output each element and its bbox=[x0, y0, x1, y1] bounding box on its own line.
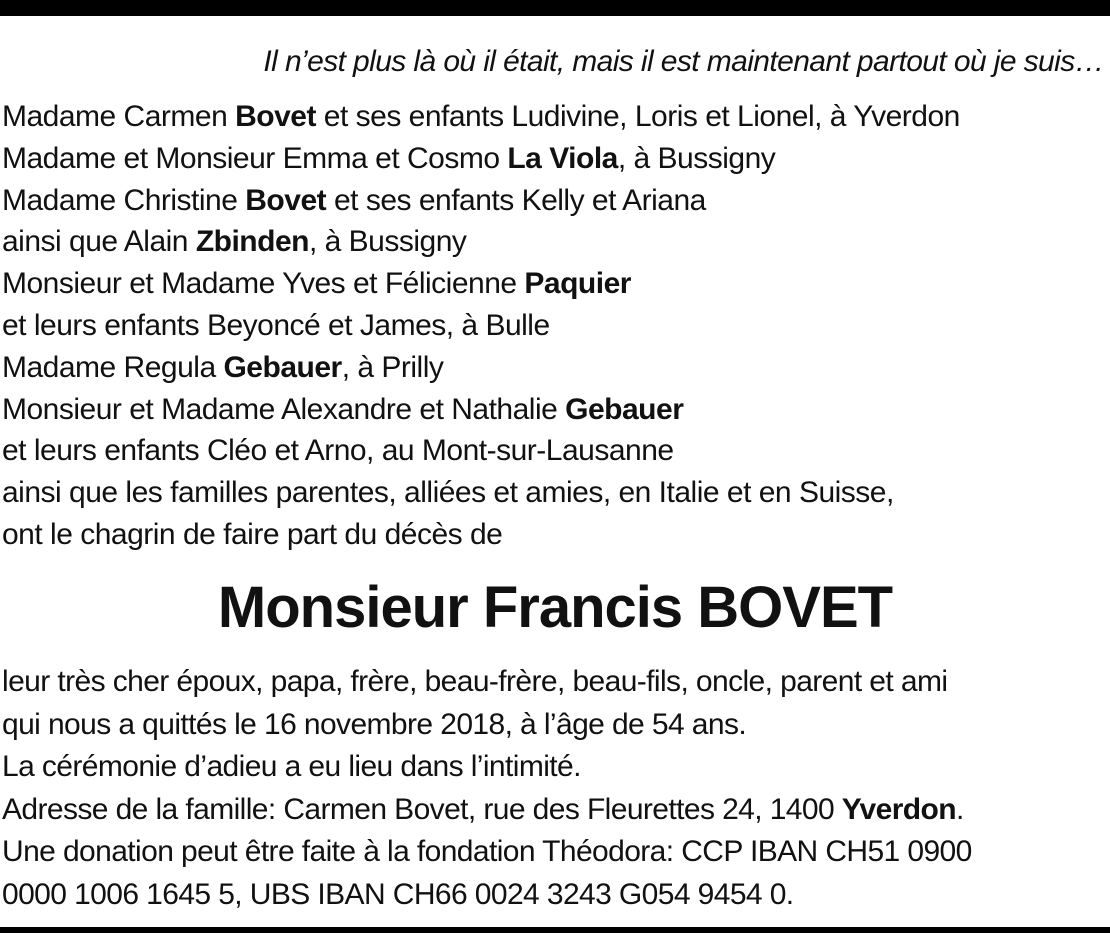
family-list bbox=[2, 96, 1108, 556]
details-line bbox=[2, 874, 1108, 917]
family-line-text: ont le chagrin de faire part du décès de bbox=[2, 517, 503, 551]
family-line-text: et leurs enfants Cléo et Arno, au Mont-sur-Lausanne bbox=[2, 434, 674, 468]
family-surname: Gebauer bbox=[565, 392, 684, 426]
family-surname: La Viola bbox=[507, 141, 618, 175]
family-line-text: Madame Carmen bbox=[2, 100, 236, 133]
family-line bbox=[2, 472, 1108, 514]
details-line-text: 0000 1006 1645 5, UBS IBAN CH66 0024 3243 G054 9454 0. bbox=[2, 877, 794, 911]
family-line bbox=[2, 347, 1108, 389]
details-line bbox=[2, 746, 1108, 789]
family-line-text: Madame Regula bbox=[2, 350, 224, 384]
family-line bbox=[2, 305, 1108, 347]
family-line-text: et ses enfants Ludivine, Loris et Lionel, à Yverdon bbox=[315, 100, 960, 133]
epigraph-quote: Il n’est plus là où il était, mais il est maintenant partout où je suis… bbox=[263, 45, 1104, 78]
family-line-text: ainsi que les familles parentes, alliées et amies, en Italie et en Suisse, bbox=[2, 476, 894, 510]
family-line-text: Madame et Monsieur Emma et Cosmo bbox=[2, 141, 508, 175]
details-line-text: leur très cher époux, papa, frère, beau-frère, beau-fils, oncle, parent et ami bbox=[2, 665, 948, 698]
details-line bbox=[2, 831, 1108, 874]
family-line-text: ainsi que Alain bbox=[2, 225, 196, 259]
family-line bbox=[2, 96, 1108, 138]
family-line bbox=[2, 430, 1108, 472]
family-line-text: , à Bussigny bbox=[308, 225, 467, 259]
details-line-text: La cérémonie d’adieu a eu lieu dans l’intimité. bbox=[2, 750, 581, 784]
family-line-text: et ses enfants Kelly et Ariana bbox=[326, 183, 706, 217]
family-line bbox=[2, 180, 1108, 222]
family-line bbox=[2, 138, 1108, 180]
family-line-text: Monsieur et Madame Alexandre et Nathalie bbox=[2, 392, 566, 426]
family-line bbox=[2, 263, 1108, 305]
family-line-text: et leurs enfants Beyoncé et James, à Bulle bbox=[2, 308, 550, 342]
details-line bbox=[2, 789, 1108, 832]
bottom-rule bbox=[0, 927, 1110, 933]
details-line-text: Adresse de la famille: Carmen Bovet, rue des Fleurettes 24, 1400 bbox=[2, 792, 842, 826]
top-rule bbox=[0, 0, 1110, 16]
family-line bbox=[2, 389, 1108, 431]
details-line bbox=[2, 704, 1108, 747]
details-bold-text: Yverdon bbox=[841, 792, 956, 826]
family-surname: Bovet bbox=[235, 100, 316, 133]
family-line bbox=[2, 221, 1108, 263]
details-list bbox=[2, 661, 1108, 917]
family-line-text: , à Prilly bbox=[341, 350, 444, 384]
details-line-text: Une donation peut être faite à la fondation Théodora: CCP IBAN CH51 0900 bbox=[2, 835, 972, 869]
details-line-text: qui nous a quittés le 16 novembre 2018, à l’âge de 54 ans. bbox=[2, 707, 747, 741]
family-line bbox=[2, 514, 1108, 556]
family-surname: Gebauer bbox=[223, 350, 342, 384]
family-line-text: Monsieur et Madame Yves et Félicienne bbox=[2, 267, 525, 301]
family-line-text: , à Bussigny bbox=[617, 141, 776, 175]
family-line-text: Madame Christine bbox=[2, 183, 246, 217]
family-surname: Zbinden bbox=[195, 225, 309, 259]
details-line bbox=[2, 661, 1108, 704]
deceased-name: Monsieur Francis BOVET bbox=[217, 575, 893, 640]
details-line-text: . bbox=[955, 792, 964, 826]
family-surname: Paquier bbox=[524, 267, 631, 301]
family-surname: Bovet bbox=[245, 183, 327, 217]
